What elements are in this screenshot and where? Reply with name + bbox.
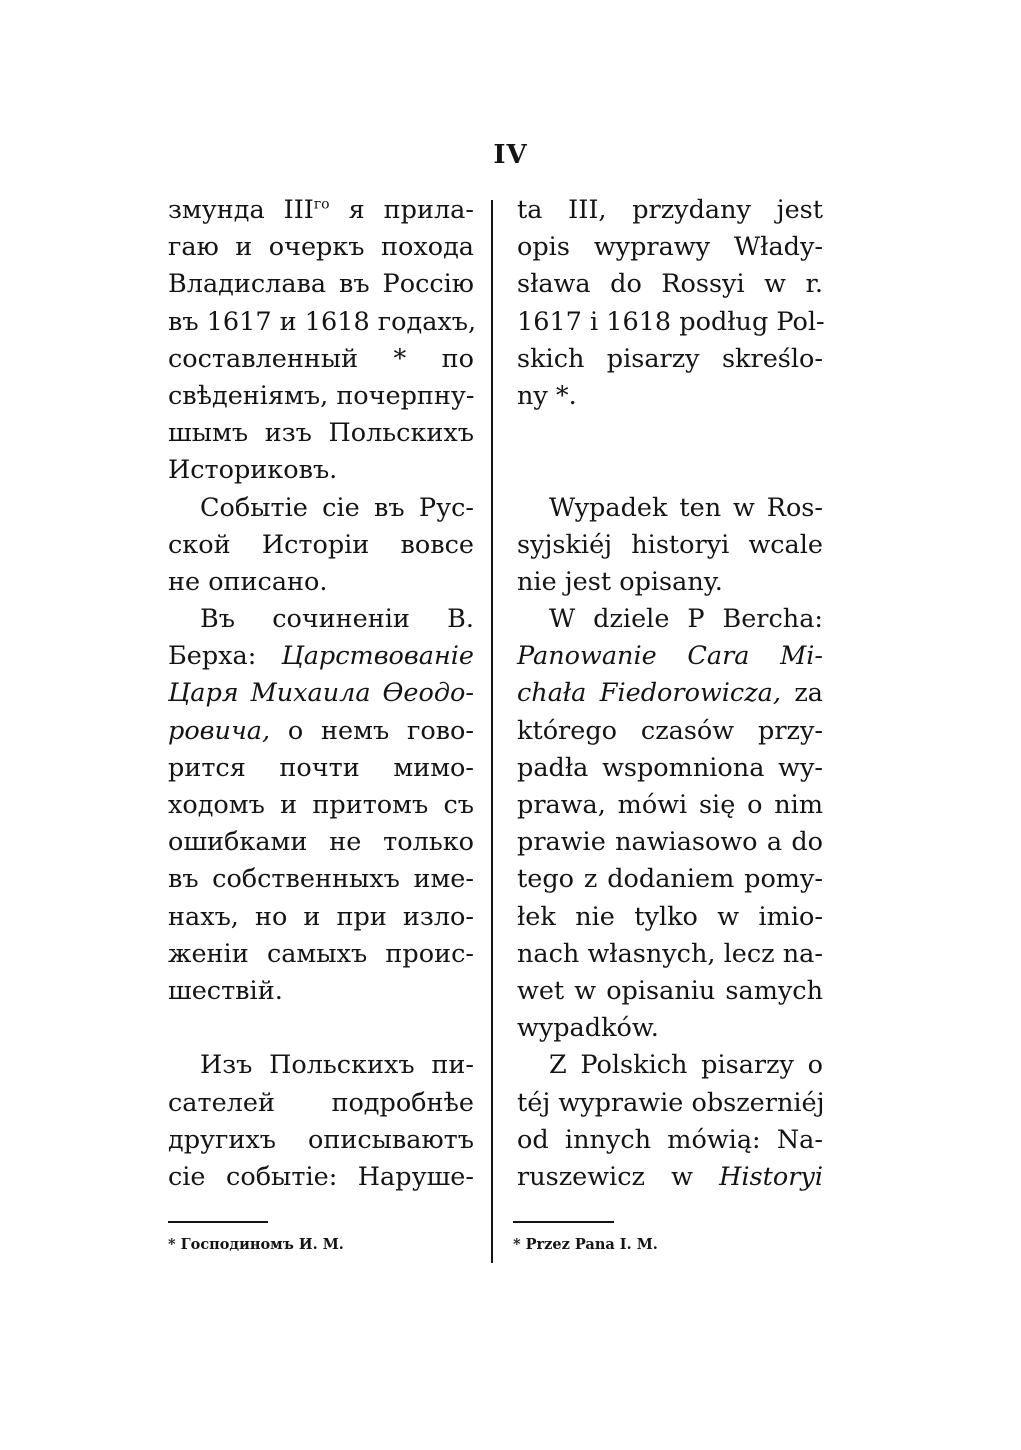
left-column (168, 192, 477, 1196)
text-line: prawa, mówi się o nim (517, 790, 823, 820)
text-line: въ собственныхъ име- (168, 864, 474, 895)
column-divider (491, 200, 493, 1263)
text-line: Изъ Польскихъ пи- (200, 1050, 474, 1081)
text-line: Panowanie Cara Mi- (517, 641, 823, 672)
text-line: opis wyprawy Włady- (517, 232, 823, 263)
text-line: padła wspomniona wy- (517, 752, 823, 783)
text-line: гаю и очеркъ похода (168, 232, 474, 263)
text-line: не описано. (168, 566, 328, 597)
text-line: сателей подробнѣе (168, 1087, 474, 1118)
text-line: sława do Rossyi w r. (517, 269, 823, 300)
text-line: ошибками не только (168, 827, 474, 858)
text-line: Z Polskich pisarzy o (549, 1050, 823, 1081)
text-line: nie jest opisany. (517, 566, 723, 597)
text-line: Въ сочиненіи В. (200, 604, 474, 635)
text-line: syjskiéj historyi wcale (517, 529, 823, 560)
text-line: нахъ, но и при изло- (168, 901, 474, 932)
text-line: którego czasów przy- (517, 715, 823, 746)
text-line: въ 1617 и 1618 годахъ, (168, 306, 477, 337)
text-line: ской Исторіи вовсе (168, 529, 474, 560)
right-column (517, 192, 823, 1196)
page-number: IV (493, 140, 528, 170)
text-line: łek nie tylko w imio- (517, 901, 823, 932)
text-line: рится почти мимо- (168, 752, 474, 783)
text-line: tego z dodaniem pomy- (517, 864, 823, 895)
text-line: Wypadek ten w Ros- (549, 492, 823, 523)
text-line: ровича, о немъ гово- (168, 715, 474, 746)
text-line: prawie nawiasowo a do (517, 827, 823, 858)
footnote-rule-left (168, 1221, 268, 1223)
text-line: шымъ изъ Польскихъ (168, 418, 474, 449)
text-line: ny *. (517, 380, 577, 411)
text-line: chała Fiedorowicza, za (517, 678, 823, 709)
text-line: составленный * по (168, 343, 474, 374)
footnote-rule-right (513, 1221, 614, 1223)
text-line: wypadków. (517, 1013, 659, 1044)
text-line: женіи самыхъ проис- (168, 938, 474, 969)
text-line: сіе событіе: Наруше- (168, 1161, 474, 1192)
text-line: Историковъ. (168, 455, 338, 486)
text-line: od innych mówią: Na- (517, 1124, 823, 1155)
text-line: Царя Михаила Өеодо- (168, 678, 474, 709)
text-line: шествій. (168, 975, 283, 1006)
text-line: 1617 i 1618 podług Pol- (517, 306, 825, 337)
footnote-right: * Przez Pana I. M. (513, 1236, 658, 1253)
text-line: ходомъ и притомъ съ (168, 790, 474, 820)
text-line: skich pisarzy skreślo- (517, 343, 823, 374)
text-line: nach własnych, lecz na- (517, 938, 823, 969)
text-line: Берха: Царствованіе (168, 641, 474, 672)
text-line: свѣденіямъ, почерпну- (168, 380, 475, 411)
text-line: другихъ описываютъ (168, 1124, 474, 1155)
text-line: wet w opisaniu samych (517, 975, 823, 1006)
text-line: ta III, przydany jest (517, 195, 823, 225)
text-line: téj wyprawie obszerniéj (517, 1087, 825, 1118)
text-line: Событіе сіе въ Рус- (200, 492, 474, 523)
text-line: змунда $III^{го}$ я прила- (168, 195, 474, 225)
text-line: ruszewicz w Historyi (517, 1161, 823, 1192)
text-line: Владислава въ Россію (168, 269, 474, 300)
footnote-left: * Господиномъ И. М. (168, 1236, 344, 1253)
text-line: W dziele P Bercha: (549, 604, 823, 635)
